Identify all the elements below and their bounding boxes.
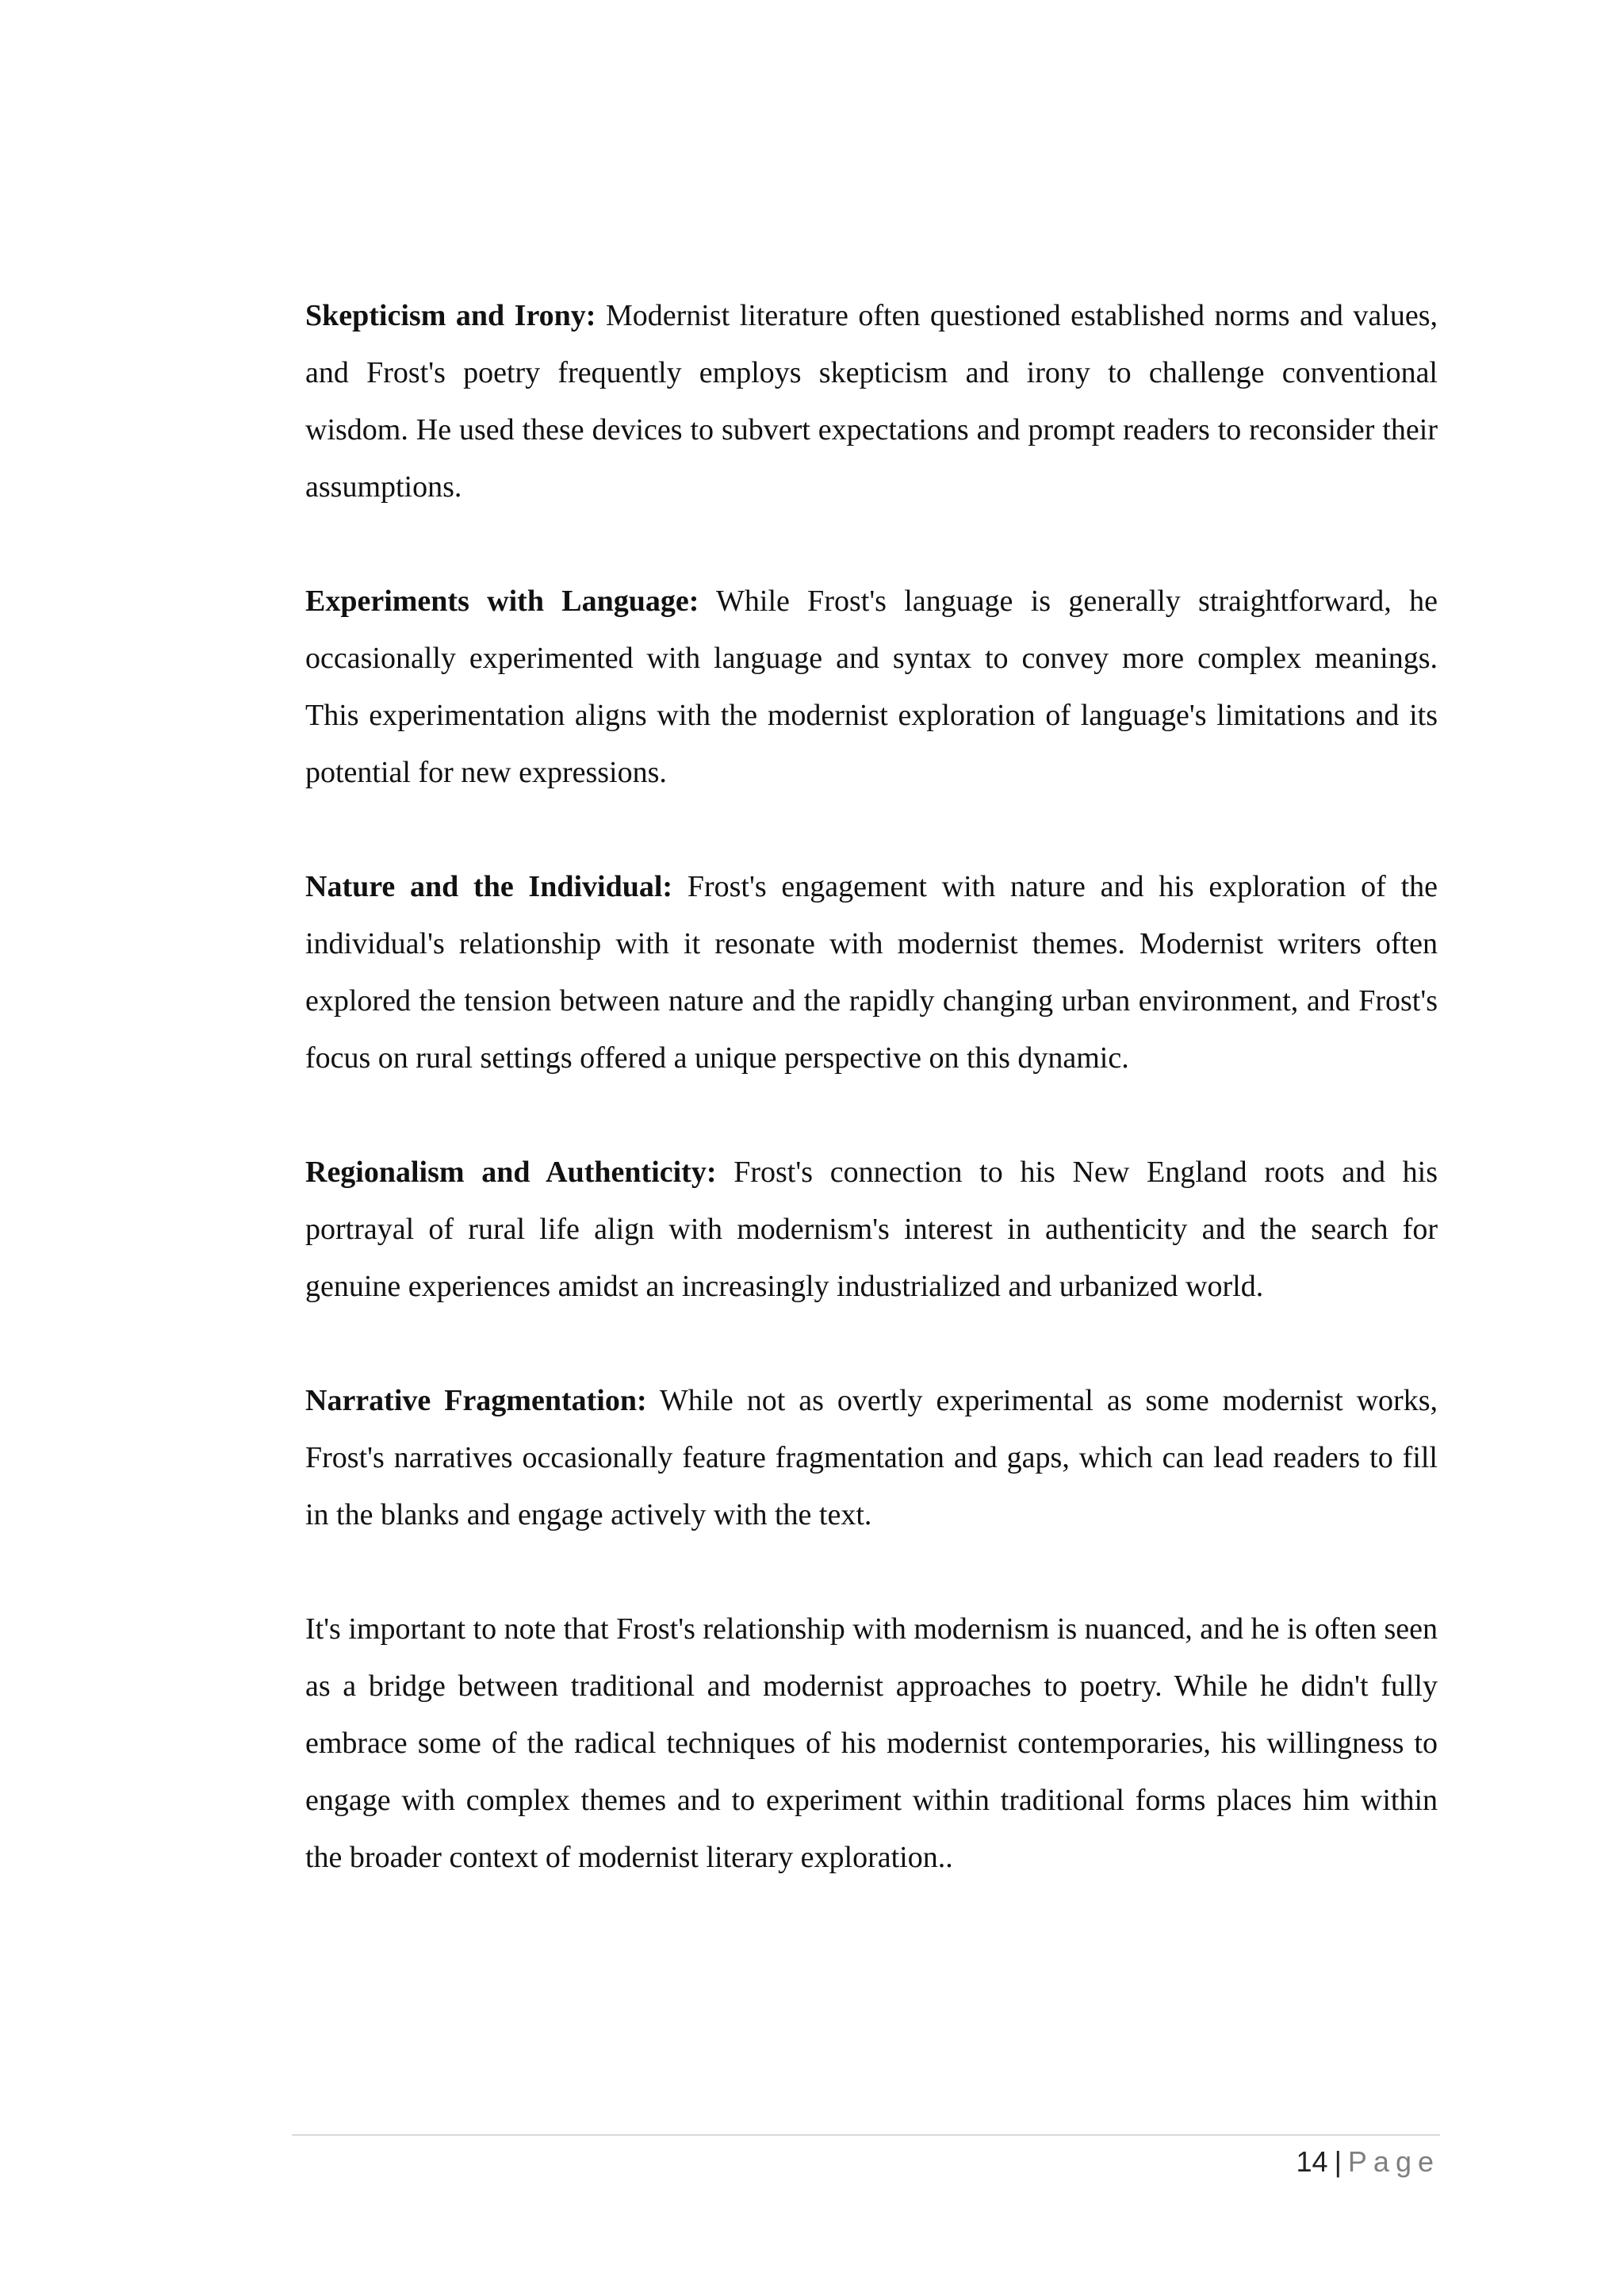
paragraph-text: It's important to note that Frost's relationship with modernism is nuanced, and he is often seen as a bridge between traditional and modernist approaches to poetry. While he didn't fully embrace some of the radical techniques of his modernist contemporaries, his willingness to engage with complex themes and to experiment within traditional forms places him within the broader context of modernist literary exploration..: [305, 1612, 1438, 1874]
page-footer: [1297, 2140, 1440, 2184]
paragraph-text: Frost's engagement with nature and his exploration of the individual's relationship with it resonate with modernist themes. Modernist writers often explored the tension between nature and the rapidly changing urban environment, and Frost's focus on rural settings offered a unique perspective on this dynamic.: [305, 870, 1438, 1075]
paragraph-text: While not as overtly experimental as some modernist works, Frost's narratives occasionally feature fragmentation and gaps, which can lead readers to fill in the blanks and engage actively with the text.: [305, 1384, 1438, 1531]
paragraph-text: While Frost's language is generally straightforward, he occasionally experimented with language and syntax to convey more complex meanings. This experimentation aligns with the modernist exploration of language's limitations and its potential for new expressions.: [305, 585, 1438, 789]
page-number: 14: [1296, 2145, 1328, 2178]
paragraph-nature-individual: [305, 858, 1438, 1087]
paragraph-conclusion: [305, 1600, 1438, 1886]
document-body: [305, 287, 1438, 1943]
paragraph-narrative-fragmentation: [305, 1372, 1438, 1543]
footer-divider: [292, 2134, 1440, 2136]
paragraph-heading: Skepticism and Irony:: [305, 299, 596, 332]
paragraph-heading: Narrative Fragmentation:: [305, 1384, 647, 1417]
page-label: Page: [1347, 2145, 1440, 2178]
paragraph-regionalism-authenticity: [305, 1144, 1438, 1315]
paragraph-experiments-language: [305, 573, 1438, 801]
paragraph-skepticism-irony: [305, 287, 1438, 516]
paragraph-heading: Regionalism and Authenticity:: [305, 1156, 717, 1189]
paragraph-heading: Nature and the Individual:: [305, 870, 673, 903]
paragraph-text: Modernist literature often questioned established norms and values, and Frost's poetry frequently employs skepticism and irony to challenge conventional wisdom. He used these devices to subvert expectations and prompt readers to reconsider their assumptions.: [305, 299, 1438, 504]
paragraph-heading: Experiments with Language:: [305, 585, 699, 618]
footer-separator: |: [1334, 2145, 1342, 2178]
paragraph-text: Frost's connection to his New England roots and his portrayal of rural life align with modernism's interest in authenticity and the search for genuine experiences amidst an increasingly industrialized and urbanized world.: [305, 1156, 1438, 1303]
